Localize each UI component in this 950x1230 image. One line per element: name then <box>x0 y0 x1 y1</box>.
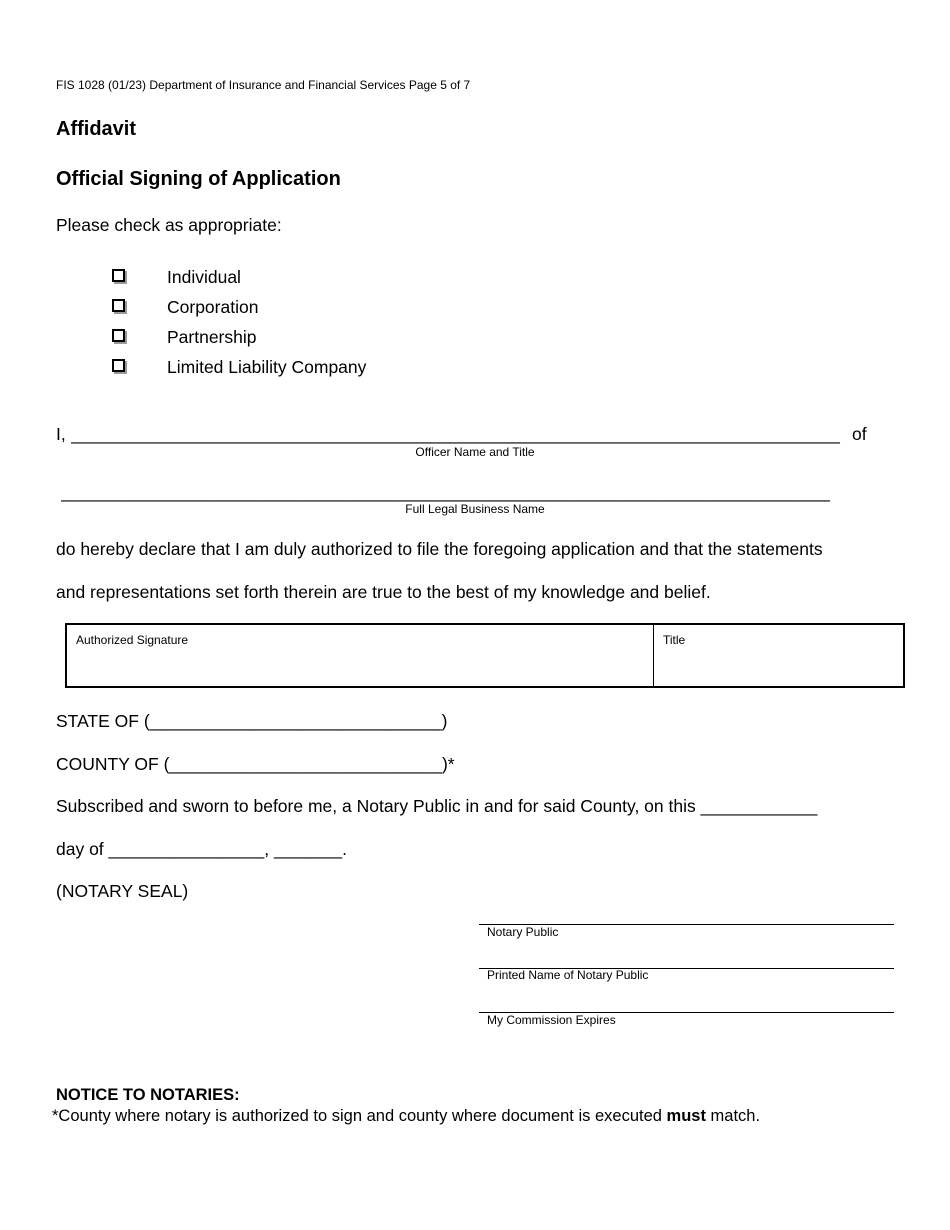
officer-name-field[interactable]: _______________________________________________________________________________ <box>71 424 840 444</box>
checkbox-label: Partnership <box>167 327 257 347</box>
notice-text-emphasis: must <box>666 1107 706 1125</box>
checkbox-row-llc[interactable] <box>110 356 367 378</box>
checkbox-label: Limited Liability Company <box>167 357 367 377</box>
notice-text <box>52 1107 760 1126</box>
checkbox-corporation[interactable] <box>112 299 125 312</box>
page-title: Affidavit <box>56 118 136 140</box>
officer-caption: Officer Name and Title <box>415 445 535 459</box>
checkbox-label: Individual <box>167 267 241 287</box>
notice-heading: NOTICE TO NOTARIES: <box>56 1086 240 1104</box>
notice-text-start: *County where notary is authorized to sign and county where document is executed <box>52 1107 667 1125</box>
authorized-signature-label: Authorized Signature <box>76 633 189 647</box>
checkbox-partnership[interactable] <box>112 329 125 342</box>
business-name-field[interactable]: _______________________________________________________________________________ <box>61 482 830 502</box>
county-line[interactable]: COUNTY OF (____________________________)* <box>56 754 455 774</box>
checkbox-individual[interactable] <box>112 269 125 282</box>
notary-public-label: Notary Public <box>487 925 559 939</box>
title-label: Title <box>663 633 686 647</box>
checkbox-row-partnership[interactable] <box>110 326 257 348</box>
officer-prefix: I, <box>56 424 66 444</box>
authorized-signature-field[interactable] <box>67 625 654 686</box>
section-title: Official Signing of Application <box>56 168 341 190</box>
state-line[interactable]: STATE OF (______________________________) <box>56 711 448 731</box>
business-caption: Full Legal Business Name <box>405 502 545 516</box>
instruction-text: Please check as appropriate: <box>56 215 282 235</box>
checkbox-llc[interactable] <box>112 359 125 372</box>
day-line[interactable]: day of ________________, _______. <box>56 839 347 859</box>
title-field[interactable] <box>654 625 903 686</box>
officer-suffix: of <box>852 424 867 444</box>
checkbox-label: Corporation <box>167 297 259 317</box>
form-header: FIS 1028 (01/23) Department of Insurance and Financial Services Page 5 of 7 <box>56 78 471 92</box>
sworn-line[interactable]: Subscribed and sworn to before me, a Notary Public in and for said County, on this ____________ <box>56 796 818 816</box>
signature-table <box>65 623 905 688</box>
notice-text-end: match. <box>705 1107 761 1125</box>
declaration-line-1: do hereby declare that I am duly authorized to file the foregoing application and that the statements <box>56 539 823 559</box>
declaration-line-2: and representations set forth therein are true to the best of my knowledge and belief. <box>56 582 711 602</box>
notary-seal-text: (NOTARY SEAL) <box>56 881 189 901</box>
checkbox-row-individual[interactable] <box>110 266 241 288</box>
printed-name-label: Printed Name of Notary Public <box>487 968 649 982</box>
checkbox-row-corporation[interactable] <box>110 296 259 318</box>
commission-expires-label: My Commission Expires <box>487 1013 616 1027</box>
